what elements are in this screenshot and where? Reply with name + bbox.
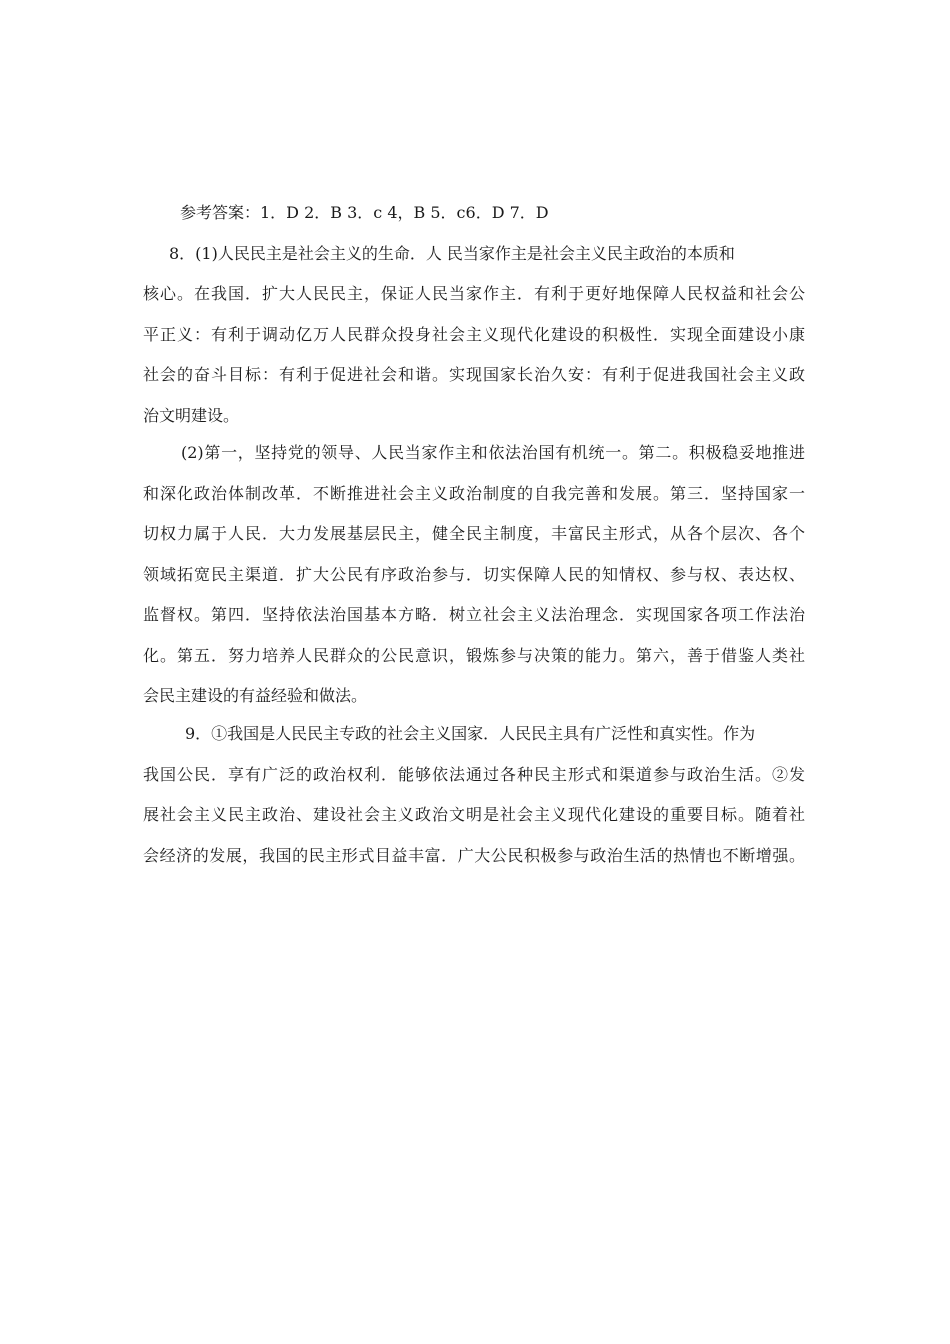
q9-line-2: 我国公民．享有广泛的政治权利．能够依法通过各种民主形式和渠道参与政治生活。②发 (143, 765, 805, 784)
q8-p2-line-5: 监督权。第四．坚持依法治国基本方略．树立社会主义法治理念．实现国家各项工作法治 (143, 605, 805, 624)
q8-p2-line-1: (2)第一，坚持党的领导、人民当家作主和依法治国有机统一。第二。积极稳妥地推进 (181, 443, 805, 462)
q8-p2-line-6: 化。第五．努力培养人民群众的公民意识，锻炼参与决策的能力。第六，善于借鉴人类社 (143, 646, 805, 665)
answer-key-line: 参考答案：1．D 2．B 3．c 4，B 5．c6．D 7．D (180, 203, 549, 222)
q8-p2-line-7: 会民主建设的有益经验和做法。 (143, 686, 368, 705)
q8-p1-line-1: 8．(1)人民民主是社会主义的生命．人 民当家作主是社会主义民主政治的本质和 (169, 244, 735, 263)
q9-line-3: 展社会主义民主政治、建设社会主义政治文明是社会主义现代化建设的重要目标。随着社 (143, 805, 805, 824)
q8-p2-line-4: 领域拓宽民主渠道．扩大公民有序政治参与．切实保障人民的知情权、参与权、表达权、 (143, 565, 805, 584)
q8-p2-line-2: 和深化政治体制改革．不断推进社会主义政治制度的自我完善和发展。第三．坚持国家一 (143, 484, 805, 503)
q8-p1-line-3: 平正义：有利于调动亿万人民群众投身社会主义现代化建设的积极性．实现全面建设小康 (143, 325, 805, 344)
q8-p1-line-5: 治文明建设。 (143, 406, 240, 425)
q8-p1-line-4: 社会的奋斗目标：有利于促进社会和谐。实现国家长治久安：有利于促进我国社会主义政 (143, 365, 805, 384)
q9-line-1: 9．①我国是人民民主专政的社会主义国家．人民民主具有广泛性和真实性。作为 (185, 724, 756, 743)
q8-p1-line-2: 核心。在我国．扩大人民民主，保证人民当家作主．有利于更好地保障人民权益和社会公 (143, 284, 805, 303)
q8-p2-line-3: 切权力属于人民．大力发展基层民主，健全民主制度，丰富民主形式，从各个层次、各个 (143, 524, 805, 543)
q9-line-4: 会经济的发展，我国的民主形式目益丰富．广大公民积极参与政治生活的热情也不断增强。 (143, 846, 805, 865)
